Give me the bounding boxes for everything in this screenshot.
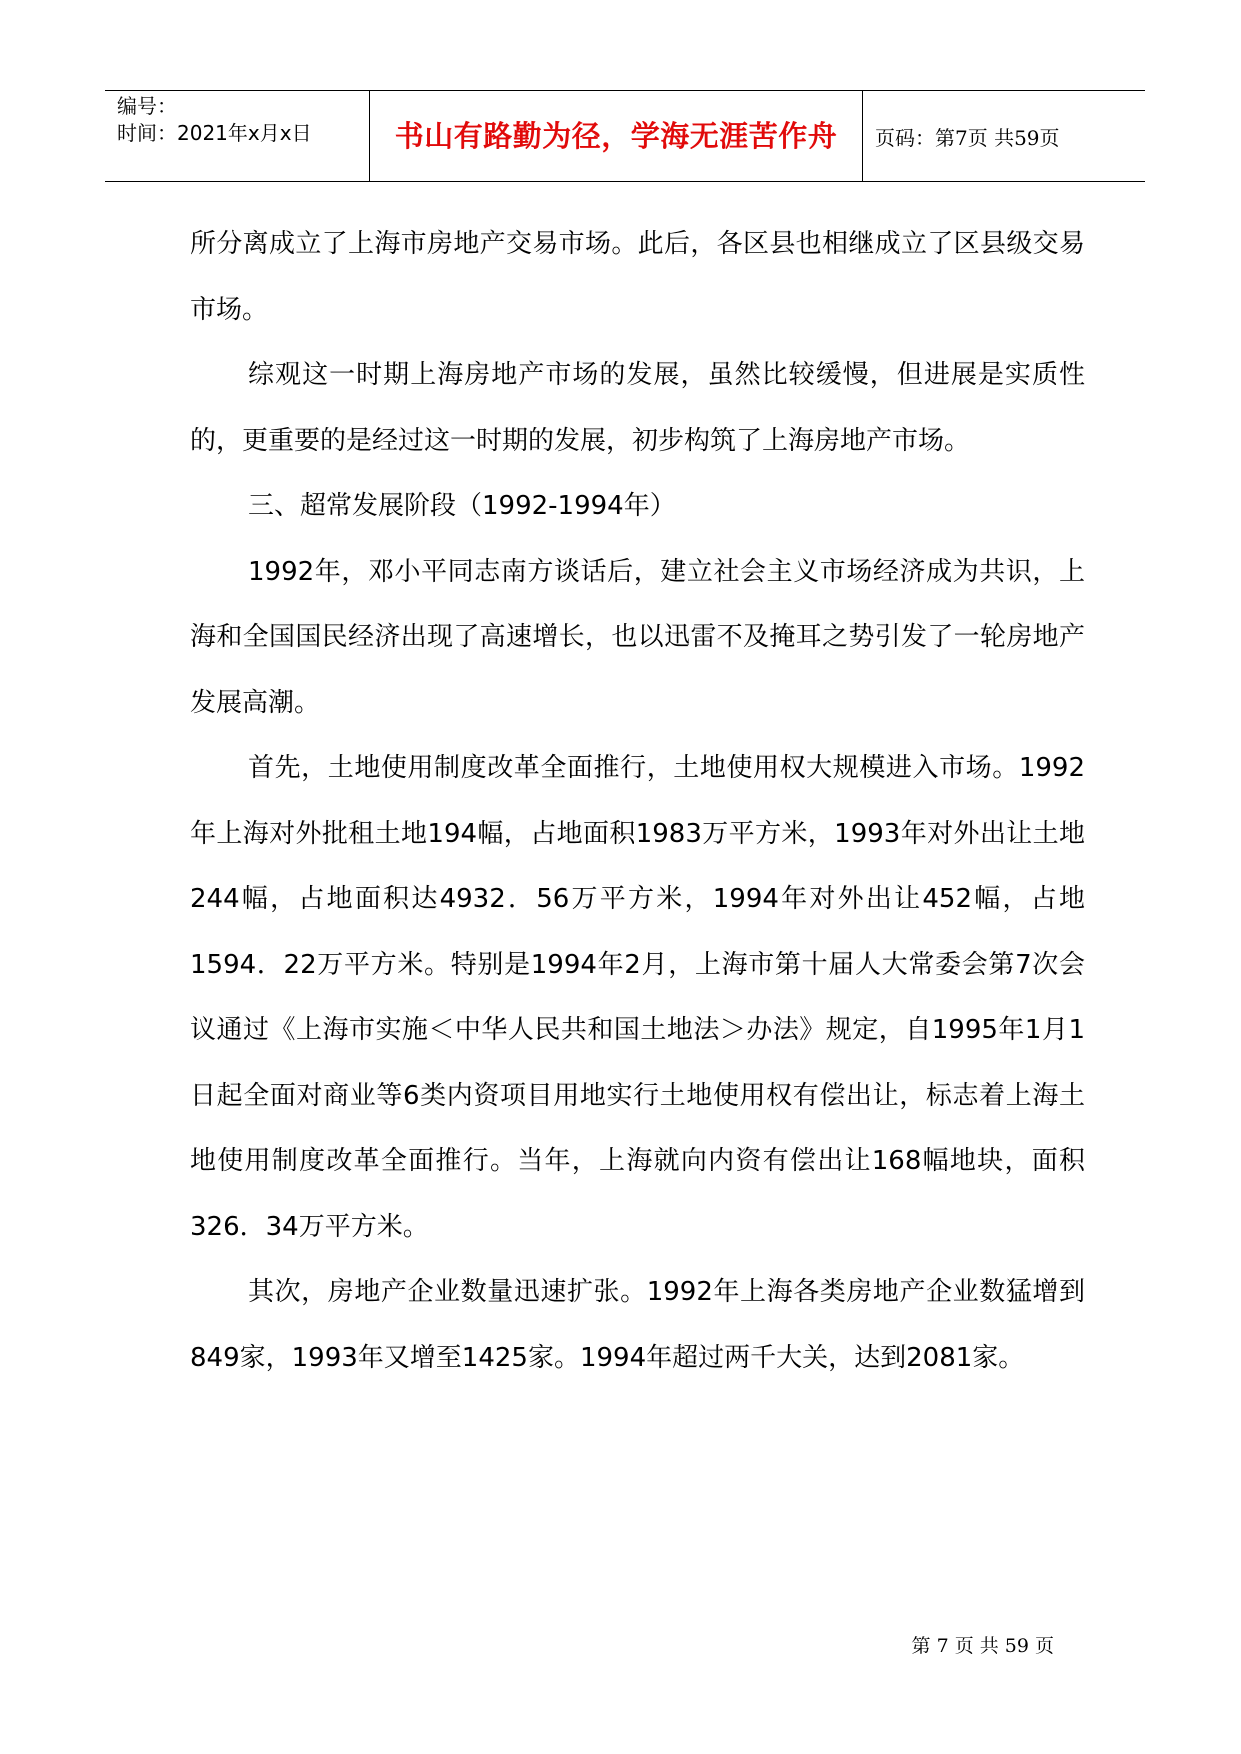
header-divider-left: [369, 91, 370, 181]
paragraph: 1992年，邓小平同志南方谈话后，建立社会主义市场经济成为共识，上海和全国国民经济出现了高速增长，也以迅雷不及掩耳之势引发了一轮房地产发展高潮。: [190, 556, 1085, 718]
document-time-label: 时间：2021年x月x日: [117, 121, 312, 145]
header-page-code: 页码：第7页 共59页: [875, 126, 1060, 150]
header-meta: [117, 93, 362, 147]
document-number-label: 编号：: [117, 94, 177, 118]
header-divider-right: [862, 91, 863, 181]
section-heading: 三、超常发展阶段（1992-1994年）: [248, 491, 676, 521]
page-header: [105, 90, 1145, 182]
paragraph: 其次，房地产企业数量迅速扩张。1992年上海各类房地产企业数猛增到849家，1993年又增至1425家。1994年超过两千大关，达到2081家。: [190, 1277, 1085, 1373]
header-motto: 书山有路勤为径，学海无涯苦作舟: [394, 119, 838, 153]
paragraph: 综观这一时期上海房地产市场的发展，虽然比较缓慢，但进展是实质性的，更重要的是经过这一时期的发展，初步构筑了上海房地产市场。: [190, 360, 1085, 456]
paragraph-continued: 所分离成立了上海市房地产交易市场。此后，各区县也相继成立了区县级交易市场。: [190, 229, 1085, 325]
page-footer: 第 7 页 共 59 页: [911, 1635, 1054, 1657]
document-body: [190, 212, 1085, 1391]
paragraph: 首先，土地使用制度改革全面推行，土地使用权大规模进入市场。1992年上海对外批租土地194幅，占地面积1983万平方米，1993年对外出让土地244幅，占地面积达4932．56万平方米，1994年对外出让452幅，占地1594．22万平方米。特别是1994年2月，上海市第十届人大常委会第7次会议通过《上海市实施＜中华人民共和国土地法＞办法》规定，自1995年1月1日起全面对商业等6类内资项目用地实行土地使用权有偿出让，标志着上海土地使用制度改革全面推行。当年，上海就向内资有偿出让168幅地块，面积326．34万平方米。: [190, 753, 1085, 1242]
